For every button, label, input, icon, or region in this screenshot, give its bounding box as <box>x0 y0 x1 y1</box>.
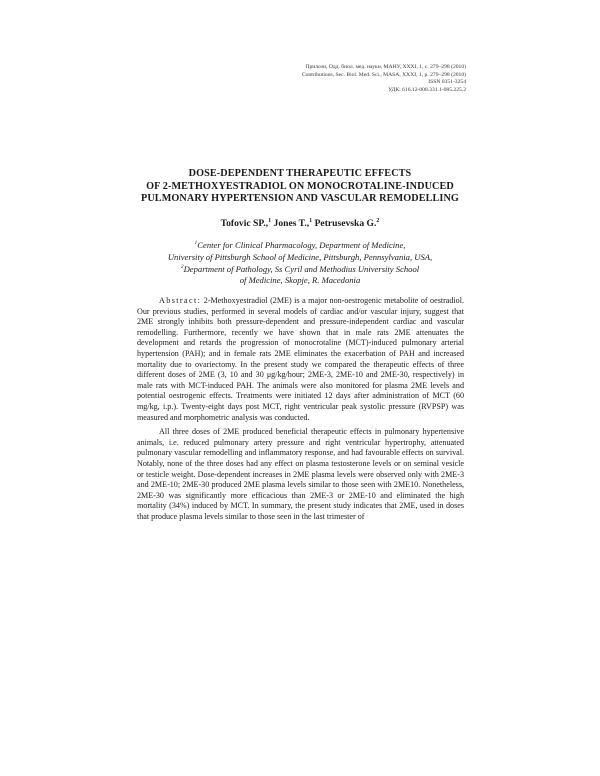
affiliation-mark: 2 <box>180 263 184 270</box>
header-line-2: Contributions, Sec. Biol. Med. Sci., MASA, XXXI, 1, p. 279–298 (2010) <box>301 71 466 78</box>
title-line-1: DOSE-DEPENDENT THERAPEUTIC EFFECTS <box>188 168 412 179</box>
abstract-text-1: 2-Methoxyestradiol (2ME) is a major non-oestrogenic metabolite of oestradiol. Our previous studies, performed in several models of cardiac and/or vascular injury, suggest that 2ME strongly inhibits both pressure-dependent and pressure-independent cardiac and vascular remodelling. Furthermore, recently we have shown that in male rats 2ME attenuates the development and retards the progression of monocrotaline (MCT)-induced pulmonary arterial hypertension (PAH); and in female rats 2ME eliminates the exacerbation of PAH and increased mortality due to ovariectomy. In the present study we compared the therapeutic effects of three different doses of 2ME (3, 10 and 30 μg/kg/hour; 2ME-3, 2ME-10 and 2ME-30, respectively) in male rats with MCT-induced PAH. The animals were also monitored for plasma 2ME levels and potential oestrogenic effects. Treatments were initiated 12 days after administration of MCT (60 mg/kg, i.p.). Twenty-eight days post MCT, right ventricular peak systolic pressure (RVPSP) was measured and morphometric analysis was conducted. <box>137 296 464 422</box>
author-list <box>120 218 480 230</box>
header-line-3: ISSN 0351-3254 <box>428 79 466 86</box>
affiliation-mark: 1 <box>194 240 198 247</box>
author-affiliation-mark: 1 <box>268 217 272 224</box>
author-name: Tofovic SP., <box>220 218 269 229</box>
author-name: Petrusevska G. <box>312 218 377 229</box>
affiliation-text: Center for Clinical Pharmacology, Department of Medicine, <box>197 240 406 250</box>
abstract <box>137 296 464 522</box>
affiliation-line <box>120 240 480 252</box>
author-affiliation-mark: 1 <box>309 217 313 224</box>
affiliation-text: of Medicine, Skopje, R. Macedonia <box>239 275 361 286</box>
abstract-paragraph-1 <box>137 296 464 423</box>
header-line-1: Прилози, Одд. биол. мед. науки, МАНУ, XXXI, 1, с. 279–298 (2010) <box>305 64 466 70</box>
header-line-4: УДК: 616.12-008.331.1-085.225.2 <box>388 86 466 93</box>
affiliation-line <box>120 252 480 264</box>
author-affiliation-mark: 2 <box>376 217 380 224</box>
affiliation-line <box>120 264 480 276</box>
affiliations <box>120 240 480 287</box>
affiliation-text: University of Pittsburgh School of Medicine, Pittsburgh, Pennsylvania, USA, <box>167 251 433 262</box>
affiliation-text: Department of Pathology, Ss Cyril and Methodius University School <box>183 263 420 274</box>
paper-title <box>120 168 480 206</box>
journal-header <box>260 64 466 94</box>
title-line-3: PULMONARY HYPERTENSION AND VASCULAR REMODELLING <box>141 193 459 204</box>
affiliation-line <box>120 275 480 287</box>
author-name: Jones T., <box>271 218 310 229</box>
title-line-2: OF 2-METHOXYESTRADIOL ON MONOCROTALINE-INDUCED <box>146 180 454 192</box>
abstract-label: Abstract: <box>159 296 202 305</box>
abstract-paragraph-2: All three doses of 2ME produced beneficial therapeutic effects in pulmonary hypertensive animals, i.e. reduced pulmonary artery pressure and right ventricular hypertrophy, attenuated pulmonary vascular remodelling and inflammatory response, and had favourable effects on survival. Notably, none of the three doses had any effect on plasma testosterone levels or on seminal vesicle or testicle weight. Dose-dependent increases in 2ME plasma levels were observed only with 2ME-3 and 2ME-10; 2ME-30 produced 2ME plasma levels similar to those seen with 2ME10. Nonetheless, 2ME-30 was significantly more efficacious than 2ME-3 or 2ME-10 and eliminated the high mortality (34%) induced by MCT. In summary, the present study indicates that 2ME, used in doses that produce plasma levels similar to those seen in the last trimester of <box>137 427 464 521</box>
